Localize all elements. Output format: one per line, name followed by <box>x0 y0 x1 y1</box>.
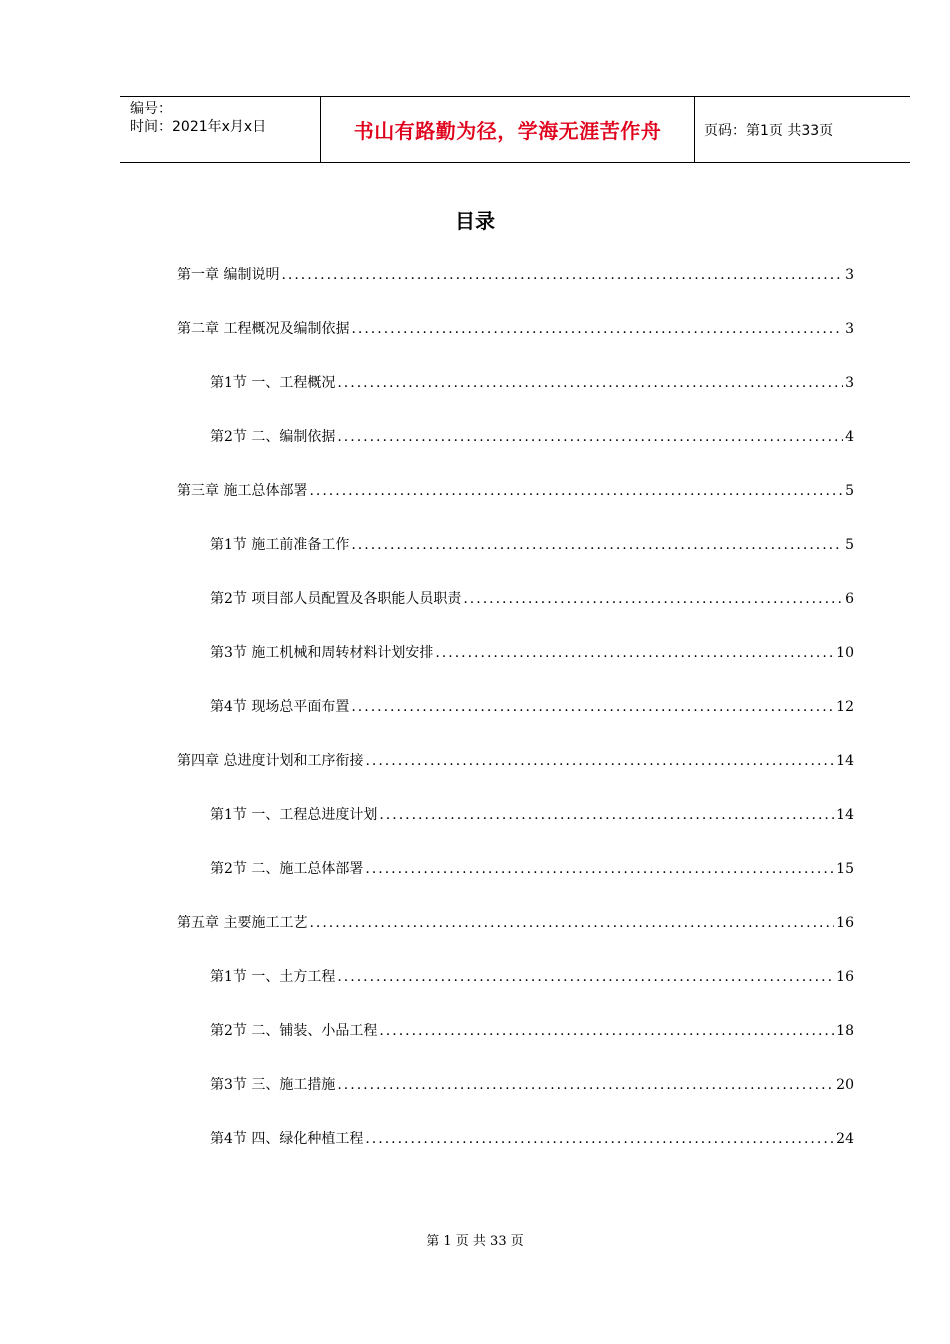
toc-entry-label: 第3节 三、施工措施 <box>210 1077 336 1093</box>
toc-entry[interactable] <box>177 318 854 340</box>
toc-entry[interactable] <box>210 588 854 610</box>
toc-entry[interactable] <box>177 912 854 934</box>
toc-dot-leader <box>309 912 834 934</box>
toc-dot-leader <box>365 750 834 772</box>
toc-dot-leader <box>379 1020 834 1042</box>
toc-entry-label: 第1节 一、工程概况 <box>210 375 336 391</box>
toc-entry-page: 3 <box>845 375 854 391</box>
header-page-info: 页码：第1页 共33页 <box>704 122 834 139</box>
toc-entry-page: 10 <box>836 645 854 661</box>
toc-entry[interactable] <box>210 1128 854 1150</box>
toc-entry[interactable] <box>210 1074 854 1096</box>
toc-entry[interactable] <box>210 426 854 448</box>
toc-title: 目录 <box>455 209 495 233</box>
toc-entry[interactable] <box>210 696 854 718</box>
toc-entry-label: 第四章 总进度计划和工序衔接 <box>177 753 364 769</box>
toc-entry-page: 24 <box>836 1131 854 1147</box>
toc-entry-label: 第2节 二、编制依据 <box>210 429 336 445</box>
document-time-label: 时间：2021年x月x日 <box>130 119 267 135</box>
toc-entry[interactable] <box>210 642 854 664</box>
toc-entry-page: 4 <box>845 429 854 445</box>
toc-dot-leader <box>337 1074 834 1096</box>
toc-entry-label: 第4节 四、绿化种植工程 <box>210 1131 364 1147</box>
toc-entry-page: 16 <box>836 915 854 931</box>
toc-dot-leader <box>351 318 843 340</box>
toc-entry-label: 第三章 施工总体部署 <box>177 483 308 499</box>
toc-entry-page: 12 <box>836 699 854 715</box>
toc-dot-leader <box>337 426 843 448</box>
header-motto-cell <box>321 97 695 162</box>
toc-entry[interactable] <box>210 858 854 880</box>
toc-entry-page: 6 <box>845 591 854 607</box>
toc-entry-page: 5 <box>845 483 854 499</box>
toc-entry-page: 15 <box>836 861 854 877</box>
toc-entry-label: 第2节 二、施工总体部署 <box>210 861 364 877</box>
toc-entry-page: 3 <box>845 321 854 337</box>
toc-entry[interactable] <box>177 480 854 502</box>
toc-entry-page: 16 <box>836 969 854 985</box>
toc-dot-leader <box>309 480 843 502</box>
toc-entry[interactable] <box>177 750 854 772</box>
toc-entry[interactable] <box>210 804 854 826</box>
toc-entry-label: 第1节 一、土方工程 <box>210 969 336 985</box>
toc-dot-leader <box>281 264 843 286</box>
toc-entry-page: 14 <box>836 753 854 769</box>
toc-dot-leader <box>365 858 834 880</box>
toc-entry[interactable] <box>210 966 854 988</box>
toc-entry-page: 3 <box>845 267 854 283</box>
toc-dot-leader <box>351 534 843 556</box>
toc-entry-label: 第一章 编制说明 <box>177 267 280 283</box>
toc-entry-page: 20 <box>836 1077 854 1093</box>
toc-entry[interactable] <box>210 534 854 556</box>
header-meta-cell <box>120 97 321 162</box>
header-page-cell <box>695 97 910 162</box>
toc-entry-page: 14 <box>836 807 854 823</box>
toc-dot-leader <box>351 696 834 718</box>
toc-entry-label: 第二章 工程概况及编制依据 <box>177 321 350 337</box>
toc-entry-label: 第五章 主要施工工艺 <box>177 915 308 931</box>
header-motto: 书山有路勤为径，学海无涯苦作舟 <box>353 119 662 143</box>
toc-dot-leader <box>435 642 834 664</box>
toc-entry-page: 18 <box>836 1023 854 1039</box>
toc-entry[interactable] <box>210 372 854 394</box>
toc-entry[interactable] <box>210 1020 854 1042</box>
toc-entry-label: 第4节 现场总平面布置 <box>210 699 350 715</box>
page-footer: 第 1 页 共 33 页 <box>426 1234 524 1249</box>
toc-entry-label: 第2节 二、铺装、小品工程 <box>210 1023 378 1039</box>
toc-entry[interactable] <box>177 264 854 286</box>
document-header <box>120 96 910 163</box>
toc-dot-leader <box>463 588 843 610</box>
toc-entry-label: 第2节 项目部人员配置及各职能人员职责 <box>210 591 462 607</box>
toc-entry-page: 5 <box>845 537 854 553</box>
toc-entry-label: 第1节 施工前准备工作 <box>210 537 350 553</box>
toc-entry-label: 第1节 一、工程总进度计划 <box>210 807 378 823</box>
toc-dot-leader <box>337 372 843 394</box>
toc-dot-leader <box>337 966 834 988</box>
toc-entry-label: 第3节 施工机械和周转材料计划安排 <box>210 645 434 661</box>
toc-dot-leader <box>379 804 834 826</box>
document-number-label: 编号： <box>130 101 172 117</box>
toc-dot-leader <box>365 1128 834 1150</box>
